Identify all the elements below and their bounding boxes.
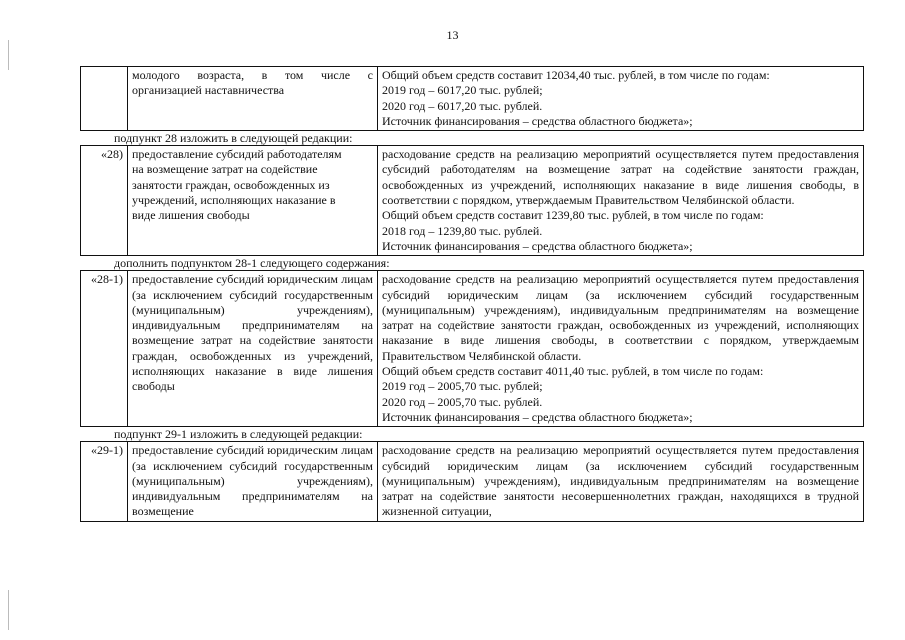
funding-line: Источник финансирования – средства областного бюджета»; bbox=[382, 409, 693, 424]
item-number: «28-1) bbox=[81, 271, 128, 427]
margin-mark bbox=[8, 40, 9, 70]
item-description: предоставление субсидий юридическим лицам (за исключением субсидий государственным (муниципальным) учреждениям), индивидуальным предпринимателям на возмещение bbox=[128, 442, 378, 521]
funding-line: Общий объем средств составит 12034,40 тыс. рублей, в том числе по годам: bbox=[382, 68, 770, 82]
item-details bbox=[378, 146, 864, 256]
funding-line: Общий объем средств составит 1239,80 тыс. рублей, в том числе по годам: bbox=[382, 208, 764, 223]
funding-line: Источник финансирования – средства областного бюджета»; bbox=[382, 113, 693, 128]
item-line: учреждений, исполняющих наказание в bbox=[132, 193, 336, 208]
funding-line: 2019 год – 2005,70 тыс. рублей; bbox=[382, 379, 543, 394]
funding-line: 2020 год – 6017,20 тыс. рублей. bbox=[382, 98, 543, 113]
instruction-28: подпункт 28 изложить в следующей редакции: bbox=[114, 131, 353, 146]
table-block-28-1 bbox=[80, 270, 864, 427]
table-row bbox=[81, 442, 864, 521]
instruction-29-1: подпункт 29-1 изложить в следующей редакции: bbox=[114, 427, 363, 442]
description-text: расходование средств на реализацию мероприятий осуществляется путем предоставления субсидий юридическим лицам (за исключением субсидий государственным (муниципальным) учреждениям), индивидуальным предпринимателям на возмещение затрат на содействие занятости граждан, освобожденных из учреждений, исполняющих наказание в виде лишения свободы, в соответствии с порядком, утверждаемым Правительством Челябинской области. bbox=[382, 272, 859, 363]
table-row bbox=[81, 67, 864, 131]
item-number: «29-1) bbox=[81, 442, 128, 521]
description-text: расходование средств на реализацию мероприятий осуществляется путем предоставления субсидий работодателям на возмещение затрат на содействие занятости граждан, освобожденных из учреждений, исполняющих наказание в виде лишения свободы, в соответствии с порядком, утверждаемым Правительством Челябинской области. bbox=[382, 147, 859, 208]
item-number bbox=[81, 67, 128, 131]
item-description: предоставление субсидий юридическим лицам (за исключением субсидий государственным (муниципальным) учреждениям), индивидуальным предпринимателям на возмещение затрат на содействие занятости граждан, освобожденных из учреждений, исполняющих наказание в виде лишения свободы bbox=[128, 271, 378, 427]
margin-mark bbox=[8, 590, 9, 630]
funding-line: 2020 год – 2005,70 тыс. рублей. bbox=[382, 394, 543, 409]
item-line: предоставление субсидий работодателям bbox=[132, 147, 342, 162]
table-block-29-1 bbox=[80, 441, 864, 521]
item-line: занятости граждан, освобожденных из bbox=[132, 177, 330, 192]
table-block-continuation bbox=[80, 66, 864, 131]
table-block-28 bbox=[80, 145, 864, 256]
item-details bbox=[378, 271, 864, 427]
funding-line: Источник финансирования – средства областного бюджета»; bbox=[382, 238, 693, 253]
item-description bbox=[128, 67, 378, 131]
document-body bbox=[80, 66, 864, 522]
page-number: 13 bbox=[446, 28, 459, 42]
table-row bbox=[81, 271, 864, 427]
item-details: расходование средств на реализацию мероприятий осуществляется путем предоставления субсидий юридическим лицам (за исключением субсидий государственным (муниципальным) учреждениям), индивидуальным предпринимателям на возмещение затрат на содействие занятости несовершеннолетних граждан, находящихся в трудной жизненной ситуации, bbox=[378, 442, 864, 521]
funding-line: 2018 год – 1239,80 тыс. рублей. bbox=[382, 223, 543, 238]
table-row bbox=[81, 146, 864, 256]
item-number: «28) bbox=[81, 146, 128, 256]
item-line: организацией наставничества bbox=[132, 83, 285, 98]
item-description bbox=[128, 146, 378, 256]
funding-line: 2019 год – 6017,20 тыс. рублей; bbox=[382, 83, 543, 98]
instruction-28-1: дополнить подпунктом 28-1 следующего содержания: bbox=[114, 256, 390, 271]
item-line: на возмещение затрат на содействие bbox=[132, 162, 318, 177]
funding-line: Общий объем средств составит 4011,40 тыс. рублей, в том числе по годам: bbox=[382, 364, 764, 379]
item-details bbox=[378, 67, 864, 131]
item-line: виде лишения свободы bbox=[132, 208, 250, 223]
item-line: молодого возраста, в том числе с bbox=[132, 68, 373, 82]
